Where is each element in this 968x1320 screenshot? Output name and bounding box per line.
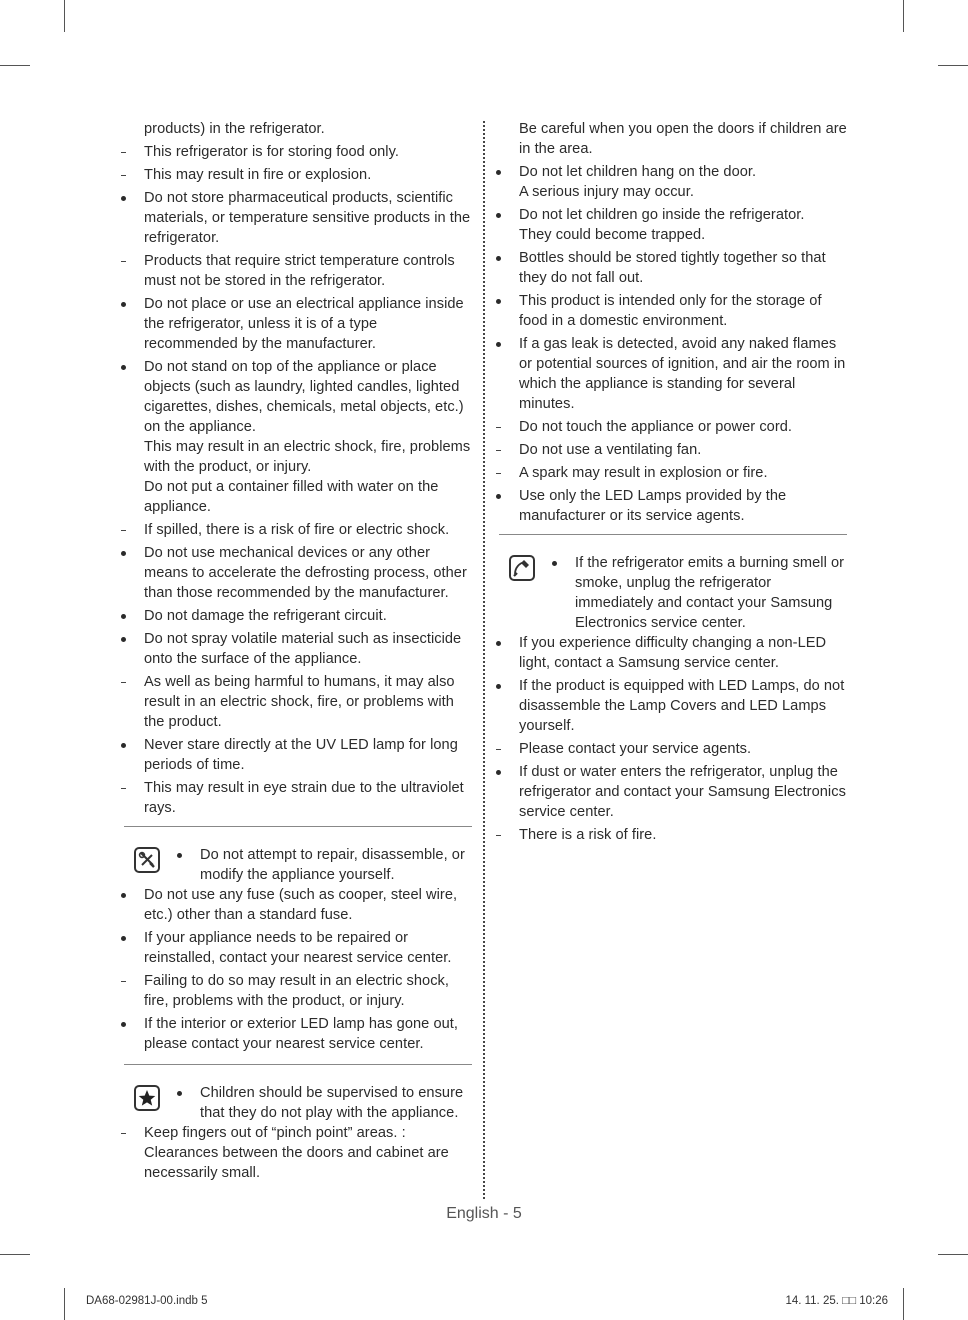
item-text: Do not damage the refrigerant circuit. bbox=[144, 608, 387, 624]
item-text: Do not let children go inside the refrigerator. bbox=[519, 207, 805, 223]
bullet-item bbox=[493, 762, 849, 822]
crop-mark bbox=[0, 65, 30, 66]
bullet-item bbox=[493, 486, 849, 526]
bullet-item bbox=[493, 205, 849, 225]
section-separator bbox=[499, 534, 847, 535]
repair-warning-text: Do not attempt to repair, disassemble, or modify the appliance yourself. bbox=[200, 847, 465, 883]
crop-mark bbox=[903, 0, 904, 32]
item-text: If dust or water enters the refrigerator, unplug the refrigerator and contact your Samsung Electronics service center. bbox=[519, 764, 846, 820]
unplug-icon bbox=[509, 555, 535, 581]
item-text: As well as being harmful to humans, it may also result in an electric shock, fire, or problems with the product. bbox=[144, 674, 455, 730]
continuation-text bbox=[118, 437, 474, 477]
safety-list-right bbox=[493, 119, 849, 526]
item-text: Do not store pharmaceutical products, scientific materials, or temperature sensitive products in the refrigerator. bbox=[144, 190, 471, 246]
date-slug: 14. 11. 25. □□ 10:26 bbox=[785, 1295, 888, 1307]
item-text: If your appliance needs to be repaired or reinstalled, contact your nearest service center. bbox=[144, 930, 452, 966]
dash-item bbox=[493, 825, 849, 845]
dash-item bbox=[493, 463, 849, 483]
bullet-item bbox=[493, 633, 849, 673]
bullet-item bbox=[493, 291, 849, 331]
item-text: Do not touch the appliance or power cord. bbox=[519, 419, 793, 435]
item-text: If a gas leak is detected, avoid any naked flames or potential sources of ignition, and air the room in which the appliance is standing for several minutes. bbox=[519, 336, 846, 412]
item-text: Use only the LED Lamps provided by the manufacturer or its service agents. bbox=[519, 488, 787, 524]
bullet-item bbox=[118, 735, 474, 775]
dash-item bbox=[118, 251, 474, 291]
item-text: Be careful when you open the doors if children are in the area. bbox=[519, 121, 847, 157]
item-text: Do not use any fuse (such as cooper, steel wire, etc.) other than a standard fuse. bbox=[144, 887, 458, 923]
dash-item bbox=[493, 417, 849, 437]
bullet-item bbox=[118, 543, 474, 603]
dash-item bbox=[118, 520, 474, 540]
item-text: Products that require strict temperature controls must not be stored in the refrigerator. bbox=[144, 253, 455, 289]
bullet-item bbox=[493, 162, 849, 182]
bullet-item bbox=[118, 606, 474, 626]
item-text: There is a risk of fire. bbox=[519, 827, 657, 843]
item-text: If spilled, there is a risk of fire or electric shock. bbox=[144, 522, 450, 538]
item-text: A spark may result in explosion or fire. bbox=[519, 465, 768, 481]
continuation-text bbox=[493, 182, 849, 202]
dash-item bbox=[493, 739, 849, 759]
bullet-item bbox=[118, 928, 474, 968]
left-column bbox=[118, 119, 474, 1183]
bullet-item bbox=[118, 1014, 474, 1054]
bullet-item bbox=[118, 885, 474, 925]
bullet-item bbox=[118, 629, 474, 669]
item-text: Never stare directly at the UV LED lamp for long periods of time. bbox=[144, 737, 458, 773]
safety-list-left bbox=[118, 119, 474, 818]
item-text: products) in the refrigerator. bbox=[144, 121, 325, 137]
crop-mark bbox=[938, 65, 968, 66]
column-divider bbox=[483, 121, 485, 1199]
crop-mark bbox=[938, 1254, 968, 1255]
crop-mark bbox=[64, 1288, 65, 1320]
children-warning-text: Children should be supervised to ensure that they do not play with the appliance. bbox=[200, 1085, 464, 1121]
bullet-item bbox=[493, 676, 849, 736]
children-list bbox=[118, 1123, 474, 1183]
bullet-item bbox=[118, 357, 474, 437]
unplug-warning-text: If the refrigerator emits a burning smell or smoke, unplug the refrigerator immediately and contact your Samsung Electronics service center. bbox=[575, 555, 845, 631]
no-repair-icon bbox=[134, 847, 160, 873]
dash-item bbox=[118, 672, 474, 732]
item-text: If the interior or exterior LED lamp has gone out, please contact your nearest service center. bbox=[144, 1016, 458, 1052]
item-text: Do not use mechanical devices or any other means to accelerate the defrosting process, other than those recommended by the manufacturer. bbox=[144, 545, 467, 601]
bullet-item bbox=[118, 188, 474, 248]
caution-star-icon bbox=[134, 1085, 160, 1111]
dash-item bbox=[118, 165, 474, 185]
dash-item bbox=[493, 440, 849, 460]
item-text: Failing to do so may result in an electric shock, fire, problems with the product, or injury. bbox=[144, 973, 449, 1009]
bullet-item bbox=[118, 294, 474, 354]
continuation-text bbox=[493, 119, 849, 159]
continuation-text bbox=[493, 225, 849, 245]
page-number: English - 5 bbox=[446, 1205, 522, 1222]
crop-mark bbox=[64, 0, 65, 32]
item-text: This may result in eye strain due to the ultraviolet rays. bbox=[144, 780, 464, 816]
section-separator bbox=[124, 826, 472, 827]
continuation-text bbox=[118, 477, 474, 517]
item-text: Please contact your service agents. bbox=[519, 741, 752, 757]
section-separator bbox=[124, 1064, 472, 1065]
dash-item bbox=[118, 1123, 474, 1183]
unplug-warning bbox=[493, 553, 849, 633]
item-text: Do not spray volatile material such as insecticide onto the surface of the appliance. bbox=[144, 631, 462, 667]
item-text: Do not place or use an electrical appliance inside the refrigerator, unless it is of a type recommended by the manufacturer. bbox=[144, 296, 464, 352]
item-text: Do not use a ventilating fan. bbox=[519, 442, 702, 458]
item-text: This product is intended only for the storage of food in a domestic environment. bbox=[519, 293, 822, 329]
item-text: This refrigerator is for storing food only. bbox=[144, 144, 399, 160]
item-text: They could become trapped. bbox=[519, 227, 706, 243]
file-slug: DA68-02981J-00.indb 5 bbox=[86, 1295, 208, 1307]
item-text: If the product is equipped with LED Lamps, do not disassemble the Lamp Covers and LED Lamps yourself. bbox=[519, 678, 845, 734]
item-text: If you experience difficulty changing a non-LED light, contact a Samsung service center. bbox=[519, 635, 827, 671]
dash-item bbox=[118, 971, 474, 1011]
children-warning bbox=[118, 1083, 474, 1123]
crop-mark bbox=[0, 1254, 30, 1255]
item-text: A serious injury may occur. bbox=[519, 184, 694, 200]
dash-item bbox=[118, 142, 474, 162]
bullet-item bbox=[493, 248, 849, 288]
item-text: Bottles should be stored tightly together so that they do not fall out. bbox=[519, 250, 826, 286]
item-text: Do not stand on top of the appliance or place objects (such as laundry, lighted candles, lighted cigarettes, dishes, chemicals, metal objects, etc.) on the appliance. bbox=[144, 359, 464, 435]
item-text: Keep fingers out of “pinch point” areas. : Clearances between the doors and cabinet are necessarily small. bbox=[144, 1125, 449, 1181]
right-column bbox=[493, 119, 849, 845]
crop-mark bbox=[903, 1288, 904, 1320]
unplug-list bbox=[493, 633, 849, 845]
dash-item bbox=[118, 778, 474, 818]
item-text: This may result in fire or explosion. bbox=[144, 167, 372, 183]
repair-warning bbox=[118, 845, 474, 885]
continuation-text bbox=[118, 119, 474, 139]
item-text: Do not put a container filled with water on the appliance. bbox=[144, 479, 439, 515]
bullet-item bbox=[493, 334, 849, 414]
item-text: Do not let children hang on the door. bbox=[519, 164, 757, 180]
repair-list bbox=[118, 885, 474, 1054]
item-text: This may result in an electric shock, fire, problems with the product, or injury. bbox=[144, 439, 471, 475]
